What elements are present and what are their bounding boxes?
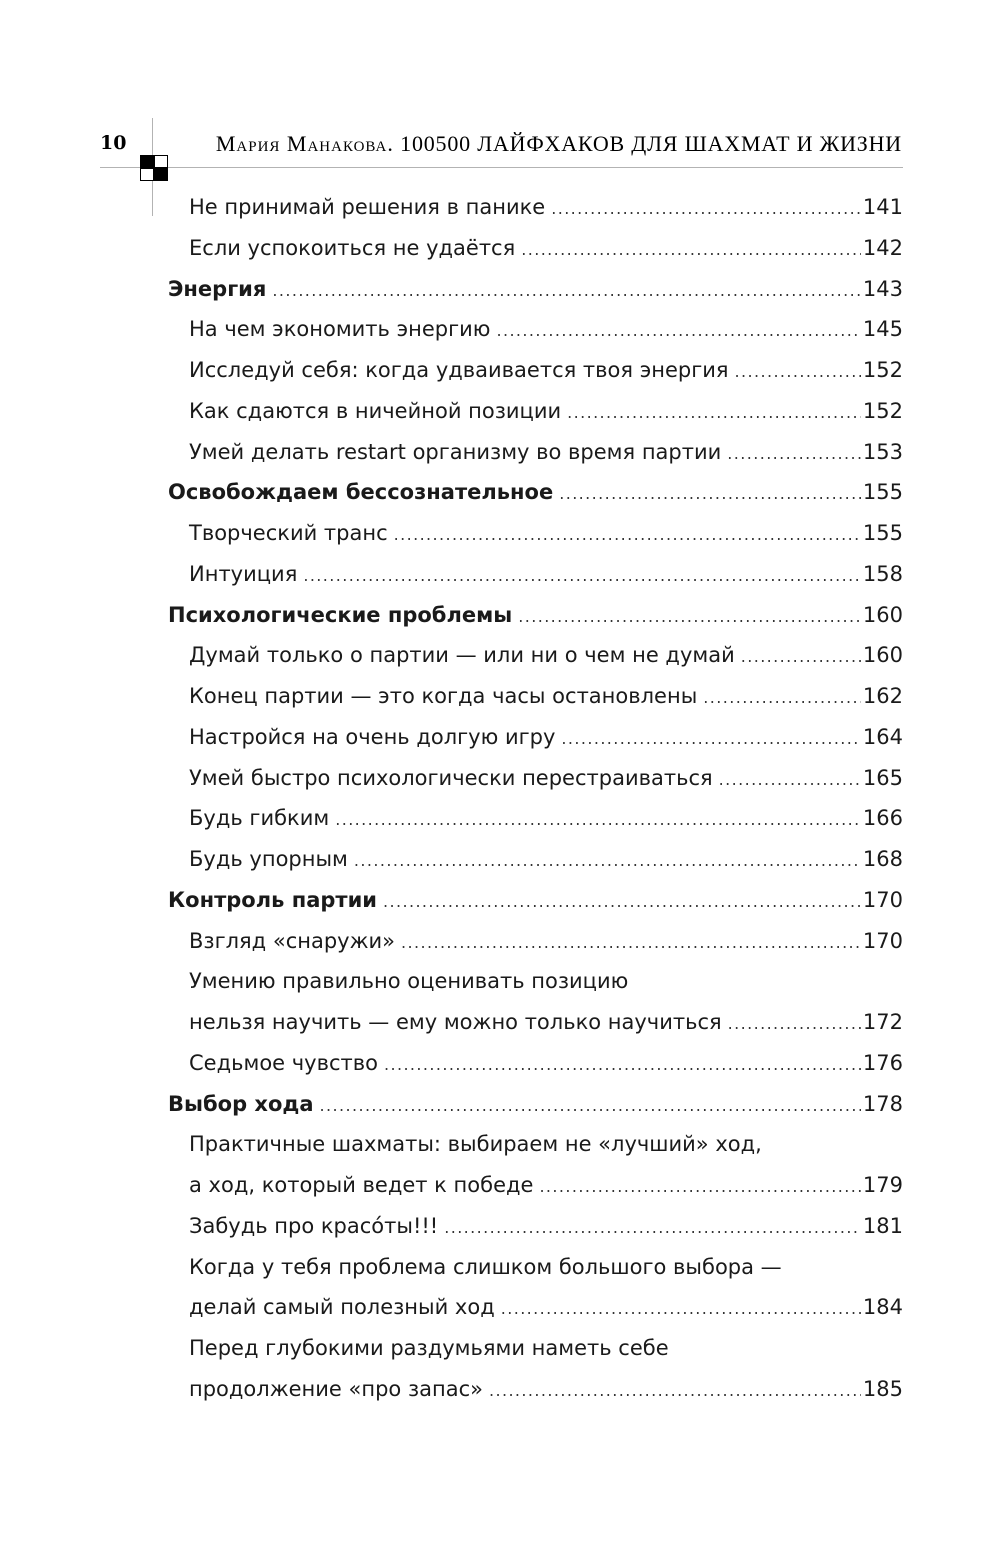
toc-entry [168,758,903,799]
running-head-author: Мария Манакова. [215,131,394,156]
toc-entry-title: Конец партии — это когда часы остановлены [189,684,698,708]
toc-entry-page: 176 [862,1050,903,1075]
toc-entry [168,1206,903,1247]
dot-leader [703,678,861,719]
dot-leader [728,1004,861,1045]
toc-entry [168,1043,903,1084]
toc-entry [168,309,903,350]
toc-entry-title: Думай только о партии — или ни о чем не думай [189,643,735,668]
toc-entry-title: Умению правильно оценивать позицию [189,969,629,994]
page-number: 10 [100,132,127,154]
dot-leader [551,189,861,230]
dot-leader [489,1371,861,1412]
toc-entry [168,1002,903,1043]
toc-entry [168,391,903,432]
toc-entry-page: 160 [862,602,903,627]
toc-entry-title: Когда у тебя проблема слишком большого выбора — [189,1254,782,1279]
toc-entry-title: Взгляд «снаружи» [189,928,396,953]
toc-entry-title: Умей делать restart организму во время партии [189,439,722,464]
toc-entry-page: 152 [862,398,903,423]
running-head [216,131,902,157]
toc-entry-page: 166 [862,806,903,831]
toc-entry-page: 179 [862,1173,903,1197]
toc-entry [168,1287,903,1328]
toc-entry [168,554,903,595]
dot-leader [518,597,861,638]
toc-entry [168,1165,903,1206]
toc-entry [168,187,903,228]
toc-entry [168,1328,903,1369]
toc-entry-title: Выбор хода [168,1091,314,1116]
running-head-title: 100500 ЛАЙФХАКОВ ДЛЯ ШАХМАТ И ЖИЗНИ [400,131,902,156]
toc-section-entry [168,1084,903,1125]
toc-entry-title: Практичные шахматы: выбираем не «лучший» ход, [189,1132,762,1157]
toc-entry-title: Будь упорным [189,847,348,871]
toc-entry-page: 155 [862,521,903,545]
toc-entry-page: 145 [862,317,903,342]
toc-entry-title: Если успокоиться не удаётся [189,235,516,260]
toc-entry-title: Умей быстро психологически перестраиваться [189,765,713,790]
toc-entry-page: 184 [862,1295,903,1320]
dot-leader [561,719,861,760]
dot-leader [501,1289,861,1330]
toc-entry-title: Не принимай решения в панике [189,195,546,219]
toc-entry-page: 178 [862,1091,903,1116]
dot-leader [354,841,861,882]
toc-entry-title: Исследуй себя: когда удваивается твоя энергия [189,358,729,382]
toc-entry [168,1369,903,1410]
toc-entry-page: 160 [862,643,903,668]
dot-leader [741,637,861,678]
toc-entry-title: Энергия [168,276,267,301]
toc-entry [168,513,903,554]
toc-entry-page: 152 [862,358,903,382]
chessboard-icon [140,155,168,181]
toc-entry-title: На чем экономить энергию [189,317,491,342]
toc-entry-title: Перед глубокими раздумьями наметь себе [189,1336,669,1360]
toc-entry [168,228,903,269]
toc-entry [168,676,903,717]
toc-entry-page: 141 [862,195,903,219]
dot-leader [539,1167,860,1208]
toc-entry-page: 158 [862,561,903,586]
dot-leader [735,352,861,393]
toc-entry-title: Интуиция [189,561,298,586]
dot-leader [719,760,861,801]
toc-entry [168,839,903,880]
toc-section-entry [168,472,903,513]
toc-entry-page: 181 [862,1213,903,1238]
dot-leader [567,393,861,434]
toc-entry [168,717,903,758]
dot-leader [401,923,861,964]
toc-entry-title: Настройся на очень долгую игру [189,724,556,749]
toc-entry [168,350,903,391]
toc-entry-title: Забудь про красóты!!! [189,1213,439,1238]
toc-entry-title: Творческий транс [189,521,388,545]
toc-entry [168,921,903,962]
dot-leader [394,515,861,556]
toc-entry-title: Как сдаются в ничейной позиции [189,398,562,423]
toc-entry [168,798,903,839]
dot-leader [384,1045,861,1086]
toc-entry-title: продолжение «про запас» [189,1376,483,1401]
toc-entry [168,635,903,676]
toc-entry-title: Психологические проблемы [168,602,513,627]
toc-section-entry [168,269,903,310]
toc-entry-title: Будь гибким [189,806,330,831]
dot-leader [303,556,861,597]
toc-entry-page: 165 [862,765,903,790]
toc-entry-page: 162 [862,684,903,708]
toc-entry-page: 142 [862,235,903,260]
toc-entry-page: 170 [862,887,903,912]
toc-entry-page: 172 [862,1010,903,1034]
dot-leader [320,1086,861,1127]
toc-section-entry [168,880,903,921]
toc-entry-title: а ход, который ведет к победе [189,1173,534,1197]
toc-entry-page: 170 [862,928,903,953]
toc-entry [168,1124,903,1165]
toc-entry-page: 153 [862,439,903,464]
header-rule [100,167,903,168]
table-of-contents [168,187,903,1410]
toc-entry-page: 143 [862,276,903,301]
dot-leader [272,271,861,312]
dot-leader [496,311,860,352]
dot-leader [383,882,861,923]
toc-entry [168,961,903,1002]
toc-entry [168,432,903,473]
dot-leader [559,474,861,515]
toc-entry-title: нельзя научить — ему можно только научиться [189,1010,722,1034]
toc-entry-page: 155 [862,480,903,505]
toc-entry-page: 168 [862,847,903,871]
dot-leader [335,800,861,841]
toc-entry-title: делай самый полезный ход [189,1295,495,1320]
toc-entry-title: Седьмое чувство [189,1050,378,1075]
toc-entry-title: Освобождаем бессознательное [168,480,554,505]
toc-entry-page: 185 [862,1376,903,1401]
toc-section-entry [168,595,903,636]
toc-entry-title: Контроль партии [168,887,378,912]
toc-entry-page: 164 [862,724,903,749]
dot-leader [727,434,861,475]
toc-entry [168,1247,903,1288]
dot-leader [521,230,861,271]
dot-leader [444,1208,861,1249]
